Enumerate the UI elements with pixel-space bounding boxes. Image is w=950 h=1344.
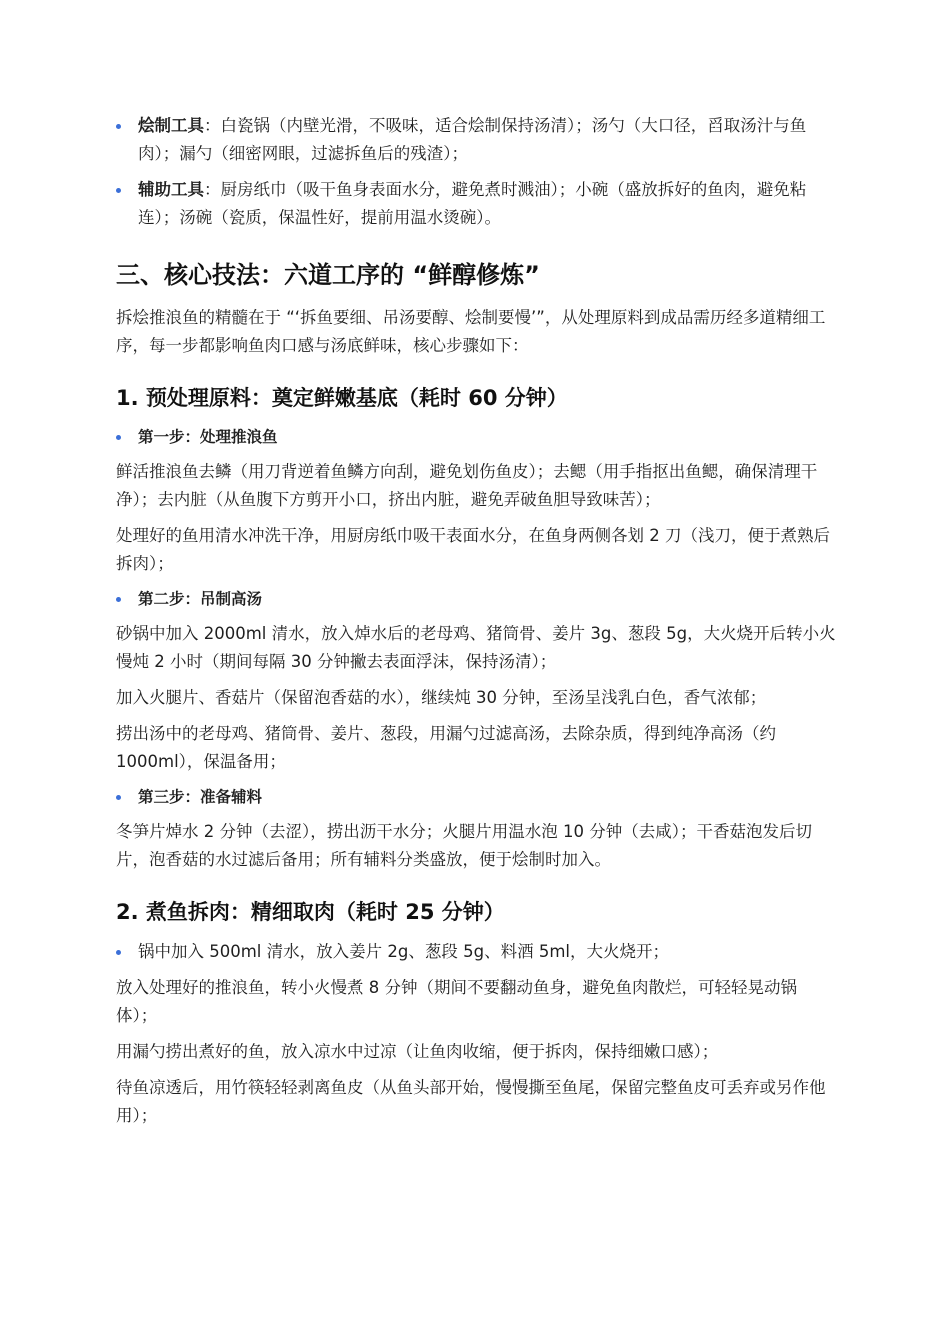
step-label: 第一步：处理推浪鱼 (138, 428, 278, 446)
subsection-heading-2: 2. 煮鱼拆肉：精细取肉（耗时 25 分钟） (116, 900, 505, 924)
paragraph: 用漏勺捞出煮好的鱼，放入凉水中过凉（让鱼肉收缩，便于拆肉，保持细嫩口感）； (116, 1042, 719, 1061)
paragraph: 加入火腿片、香菇片（保留泡香菇的水），继续炖 30 分钟，至汤呈浅乳白色，香气浓郁； (116, 688, 767, 707)
paragraph: 处理好的鱼用清水冲洗干净，用厨房纸巾吸干表面水分，在鱼身两侧各划 2 刀（浅刀，便于煮熟后拆肉）； (116, 526, 830, 573)
tool-item-auxiliary (116, 176, 838, 232)
step-heading-3 (116, 784, 838, 810)
bullet-dot-icon (116, 950, 121, 955)
paragraph: 砂锅中加入 2000ml 清水，放入焯水后的老母鸡、猪筒骨、姜片 3g、葱段 5g，大火烧开后转小火慢炖 2 小时（期间每隔 30 分钟撇去表面浮沫，保持汤清）； (116, 624, 836, 671)
document-page (116, 112, 838, 1138)
step-heading-2 (116, 586, 838, 612)
tool-text: ：厨房纸巾（吸干鱼身表面水分，避免煮时溅油）；小碗（盛放拆好的鱼肉，避免粘连）；汤碗（瓷质，保温性好，提前用温水烫碗）。 (138, 180, 807, 227)
paragraph: 放入处理好的推浪鱼，转小火慢煮 8 分钟（期间不要翻动鱼身，避免鱼肉散烂，可轻轻晃动锅体）； (116, 978, 797, 1025)
tool-label: 烩制工具 (138, 116, 204, 135)
bullet-dot-icon (116, 435, 121, 440)
tool-text: ：白瓷锅（内壁光滑，不吸味，适合烩制保持汤清）；汤勺（大口径，舀取汤汁与鱼肉）；漏勺（细密网眼，过滤拆鱼后的残渣）； (138, 116, 807, 163)
paragraph: 待鱼凉透后，用竹筷轻轻剥离鱼皮（从鱼头部开始，慢慢撕至鱼尾，保留完整鱼皮可丢弃或另作他用）； (116, 1078, 826, 1125)
tool-label: 辅助工具 (138, 180, 204, 199)
step-label: 第二步：吊制高汤 (138, 590, 263, 608)
list-item-text: 锅中加入 500ml 清水，放入姜片 2g、葱段 5g、料酒 5ml，大火烧开； (138, 942, 669, 961)
section-intro: 拆烩推浪鱼的精髓在于 “‘拆鱼要细、吊汤要醇、烩制要慢’”，从处理原料到成品需历经多道精细工序，每一步都影响鱼肉口感与汤底鲜味，核心步骤如下： (116, 308, 826, 355)
subsection-heading-1: 1. 预处理原料：奠定鲜嫩基底（耗时 60 分钟） (116, 386, 568, 410)
paragraph: 捞出汤中的老母鸡、猪筒骨、姜片、葱段，用漏勺过滤高汤，去除杂质，得到纯净高汤（约 1000ml），保温备用； (116, 724, 776, 771)
bullet-dot-icon (116, 597, 121, 602)
step-label: 第三步：准备辅料 (138, 788, 263, 806)
bullet-dot-icon (116, 188, 121, 193)
list-item (116, 938, 838, 966)
bullet-dot-icon (116, 124, 121, 129)
tool-item-cooking (116, 112, 838, 168)
step-heading-1 (116, 424, 838, 450)
bullet-dot-icon (116, 795, 121, 800)
section-heading: 三、核心技法：六道工序的 “鲜醇修炼” (116, 261, 540, 289)
paragraph: 冬笋片焯水 2 分钟（去涩），捞出沥干水分；火腿片用温水泡 10 分钟（去咸）；干香菇泡发后切片，泡香菇的水过滤后备用；所有辅料分类盛放，便于烩制时加入。 (116, 822, 812, 869)
paragraph: 鲜活推浪鱼去鳞（用刀背逆着鱼鳞方向刮，避免划伤鱼皮）；去鳃（用手指抠出鱼鳃，确保清理干净）；去内脏（从鱼腹下方剪开小口，挤出内脏，避免弄破鱼胆导致味苦）； (116, 462, 818, 509)
